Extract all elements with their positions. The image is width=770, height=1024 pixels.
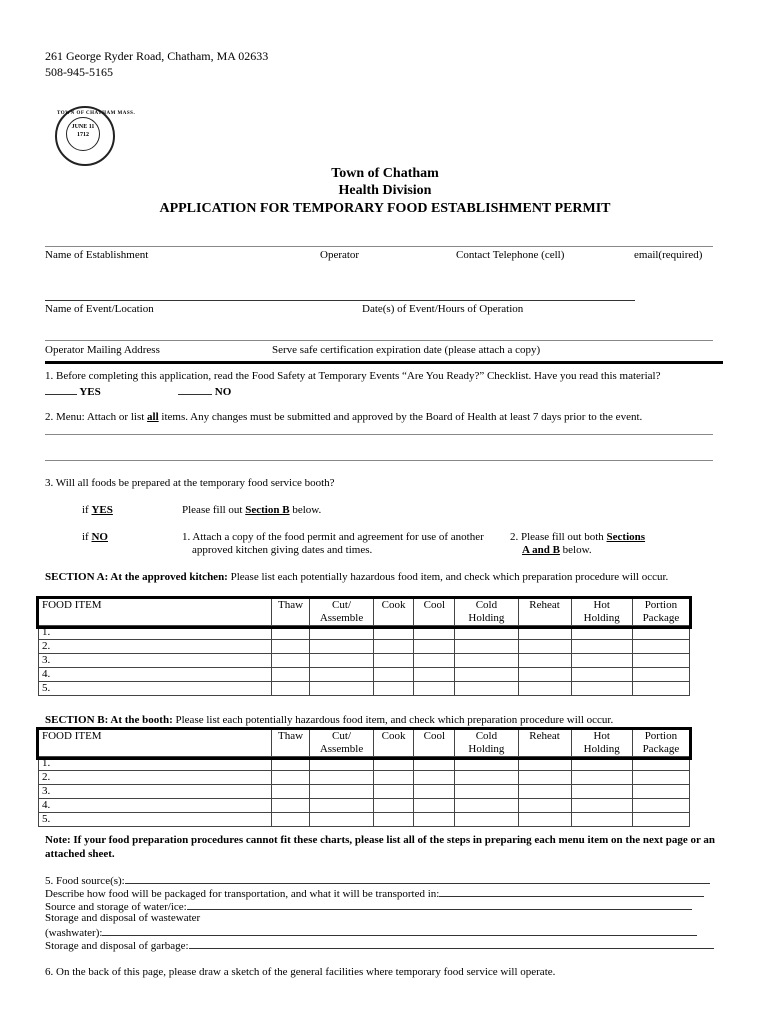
procedure-check-cell[interactable] [632, 640, 689, 654]
procedure-check-cell[interactable] [310, 813, 373, 827]
phone-text: 508-945-5165 [45, 65, 113, 79]
establishment-fill-line[interactable] [45, 246, 713, 247]
q3-yes-instructions [182, 504, 321, 516]
procedure-check-cell[interactable] [373, 799, 414, 813]
q3-text: 3. Will all foods be prepared at the temporary food service booth? [45, 477, 335, 489]
procedure-check-cell[interactable] [414, 813, 455, 827]
q5-water [45, 899, 692, 913]
procedure-check-cell[interactable] [518, 668, 571, 682]
address-text: 261 George Ryder Road, Chatham, MA 02633 [45, 49, 269, 63]
procedure-check-cell[interactable] [271, 799, 310, 813]
procedure-check-cell[interactable] [414, 654, 455, 668]
food-item-cell[interactable]: 5. [39, 813, 272, 827]
town-seal-icon [55, 106, 136, 166]
column-header [373, 730, 414, 757]
q3-if-no-if: if [82, 531, 89, 543]
table-header-row [39, 599, 690, 626]
food-item-cell[interactable]: 4. [39, 799, 272, 813]
column-header [518, 730, 571, 757]
procedure-check-cell[interactable] [373, 654, 414, 668]
q2-text [45, 411, 642, 423]
column-header [373, 599, 414, 626]
procedure-check-cell[interactable] [414, 799, 455, 813]
column-header-line: Cold [475, 599, 498, 611]
procedure-check-cell[interactable] [571, 654, 632, 668]
procedure-check-cell[interactable] [271, 757, 310, 771]
food-item-cell[interactable]: 1. [39, 626, 272, 640]
column-header [310, 599, 373, 626]
table-row [39, 771, 690, 785]
label-operator: Operator [320, 249, 360, 261]
column-header-line: Cool [423, 599, 446, 611]
event-fill-line[interactable] [45, 300, 635, 301]
column-header [571, 730, 632, 757]
procedure-check-cell[interactable] [632, 785, 689, 799]
procedure-check-cell[interactable] [518, 785, 571, 799]
column-header-line: Holding [468, 743, 505, 755]
column-header-line: Package [642, 743, 680, 755]
procedure-check-cell[interactable] [310, 757, 373, 771]
procedure-check-cell[interactable] [455, 757, 518, 771]
seal-year: 1712 [77, 132, 89, 138]
column-header-line: FOOD ITEM [42, 730, 102, 742]
q6-text: 6. On the back of this page, please draw a sketch of the general facilities where temporary food service will operate. [45, 966, 556, 978]
column-header-line: Holding [583, 743, 620, 755]
q3-if-no [82, 531, 108, 543]
procedure-check-cell[interactable] [455, 771, 518, 785]
procedure-check-cell[interactable] [271, 785, 310, 799]
procedure-check-cell[interactable] [571, 799, 632, 813]
form-title: APPLICATION FOR TEMPORARY FOOD ESTABLISHMENT PERMIT [159, 201, 611, 216]
column-header-line: FOOD ITEM [42, 599, 102, 611]
q5-packaged [45, 886, 704, 900]
column-header-line: Portion [644, 599, 678, 611]
column-header-line: Package [642, 612, 680, 624]
section-a-title: SECTION A: At the approved kitchen: [45, 571, 228, 583]
seal-date: JUNE 11 [71, 124, 95, 130]
label-mailing: Operator Mailing Address [45, 344, 160, 356]
column-header-line: Holding [468, 612, 505, 624]
column-header-line: Assemble [319, 612, 364, 624]
column-header-line: Thaw [278, 730, 304, 742]
procedure-check-cell[interactable] [310, 640, 373, 654]
procedure-check-cell[interactable] [632, 799, 689, 813]
procedure-check-cell[interactable] [373, 785, 414, 799]
q2-post: items. Any changes must be submitted and approved by the Board of Health at least 7 days prior to the event. [158, 411, 643, 423]
q5-waste-blank[interactable] [102, 925, 697, 936]
title-town: Town of Chatham [331, 166, 439, 181]
column-header [39, 599, 272, 626]
food-item-cell[interactable]: 1. [39, 757, 272, 771]
procedure-check-cell[interactable] [571, 771, 632, 785]
procedure-check-cell[interactable] [632, 654, 689, 668]
q3-no-instruction-2 [510, 531, 645, 557]
q3-yes-pre: Please fill out [182, 504, 246, 516]
procedure-check-cell[interactable] [455, 799, 518, 813]
q5-garbage [45, 938, 714, 952]
procedure-check-cell[interactable] [632, 626, 689, 640]
procedure-check-cell[interactable] [518, 799, 571, 813]
procedure-check-cell[interactable] [310, 785, 373, 799]
column-header [518, 599, 571, 626]
table-row [39, 799, 690, 813]
column-header-line: Holding [583, 612, 620, 624]
q5-water-label: Source and storage of water/ice: [45, 901, 187, 913]
note-text: Note: If your food preparation procedures cannot fit these charts, please list all of the steps in preparing each menu item on the next page or an attached sheet. [45, 834, 716, 860]
procedure-check-cell[interactable] [571, 626, 632, 640]
food-item-cell[interactable]: 3. [39, 654, 272, 668]
column-header-line: Reheat [529, 599, 560, 611]
menu-line-2[interactable] [45, 460, 713, 461]
procedure-check-cell[interactable] [414, 785, 455, 799]
seal-center [66, 117, 100, 151]
section-b-desc: Please list each potentially hazardous food item, and check which preparation procedure will occur. [172, 714, 614, 726]
q3-if-yes [82, 504, 113, 516]
q5-water-blank[interactable] [187, 899, 692, 910]
q1-yes-label: YES [79, 386, 101, 398]
procedure-check-cell[interactable] [632, 771, 689, 785]
q5-source-blank[interactable] [125, 873, 710, 884]
column-header [414, 599, 455, 626]
column-header [310, 730, 373, 757]
column-header-line: Reheat [529, 730, 560, 742]
q1-no-option[interactable] [178, 384, 231, 398]
procedure-check-cell[interactable] [571, 785, 632, 799]
q3-no-2a: 2. Please fill out both [510, 531, 607, 543]
table-row [39, 813, 690, 827]
table-row [39, 654, 690, 668]
q3-no-label: NO [91, 531, 108, 543]
label-servsafe: Serve safe certification expiration date (please attach a copy) [272, 344, 541, 356]
q3-no-2c: below. [559, 544, 592, 556]
table-row [39, 757, 690, 771]
q1-yes-blank[interactable] [45, 384, 77, 395]
table-header-row [39, 730, 690, 757]
procedure-check-cell[interactable] [271, 654, 310, 668]
procedure-check-cell[interactable] [455, 682, 518, 696]
column-header-line: Hot [593, 599, 610, 611]
procedure-check-cell[interactable] [455, 668, 518, 682]
column-header [414, 730, 455, 757]
procedure-check-cell[interactable] [518, 626, 571, 640]
column-header-line: Portion [644, 730, 678, 742]
procedure-check-cell[interactable] [271, 626, 310, 640]
column-header-line: Cold [475, 730, 498, 742]
procedure-check-cell[interactable] [632, 757, 689, 771]
food-item-cell[interactable]: 3. [39, 785, 272, 799]
column-header [271, 730, 310, 757]
table-row [39, 626, 690, 640]
procedure-check-cell[interactable] [632, 682, 689, 696]
section-b-table [38, 729, 690, 827]
table-row [39, 682, 690, 696]
procedure-check-cell[interactable] [310, 682, 373, 696]
procedure-check-cell[interactable] [455, 626, 518, 640]
procedure-check-cell[interactable] [373, 757, 414, 771]
procedure-check-cell[interactable] [373, 813, 414, 827]
procedure-check-cell[interactable] [271, 813, 310, 827]
label-establishment: Name of Establishment [45, 249, 149, 261]
column-header-line: Thaw [278, 599, 304, 611]
procedure-check-cell[interactable] [414, 640, 455, 654]
label-event: Name of Event/Location [45, 303, 154, 315]
procedure-check-cell[interactable] [310, 626, 373, 640]
procedure-check-cell[interactable] [373, 682, 414, 696]
section-divider [45, 361, 723, 364]
table-row [39, 668, 690, 682]
q3-no-instruction-1 [182, 531, 484, 557]
procedure-check-cell[interactable] [310, 668, 373, 682]
procedure-check-cell[interactable] [455, 813, 518, 827]
procedure-check-cell[interactable] [571, 640, 632, 654]
q2-all: all [147, 411, 159, 423]
procedure-check-cell[interactable] [414, 771, 455, 785]
menu-line-1[interactable] [45, 434, 713, 435]
column-header-line: Assemble [319, 743, 364, 755]
column-header [571, 599, 632, 626]
column-header [455, 599, 518, 626]
procedure-check-cell[interactable] [571, 757, 632, 771]
procedure-check-cell[interactable] [518, 757, 571, 771]
procedure-check-cell[interactable] [271, 640, 310, 654]
title-division: Health Division [338, 183, 432, 198]
q5-waste [45, 925, 697, 939]
label-contact: Contact Telephone (cell) [456, 249, 565, 261]
label-email: email(required) [634, 249, 703, 261]
table-row [39, 785, 690, 799]
column-header-line: Cook [381, 730, 406, 742]
section-a-desc: Please list each potentially hazardous food item, and check which preparation procedure will occur. [227, 571, 669, 583]
table-row [39, 640, 690, 654]
procedure-check-cell[interactable] [518, 813, 571, 827]
procedure-check-cell[interactable] [310, 771, 373, 785]
q3-if-yes-if: if [82, 504, 89, 516]
procedure-check-cell[interactable] [310, 799, 373, 813]
food-item-cell[interactable]: 2. [39, 640, 272, 654]
q1-yes-option[interactable] [45, 384, 101, 398]
column-header-line: Cook [381, 599, 406, 611]
section-a-table [38, 598, 690, 696]
q5-garbage-label: Storage and disposal of garbage: [45, 940, 189, 952]
food-item-cell[interactable]: 4. [39, 668, 272, 682]
q3-yes-label: YES [91, 504, 113, 516]
procedure-check-cell[interactable] [414, 626, 455, 640]
procedure-check-cell[interactable] [518, 771, 571, 785]
procedure-check-cell[interactable] [455, 785, 518, 799]
procedure-check-cell[interactable] [373, 626, 414, 640]
q3-yes-post: below. [289, 504, 322, 516]
column-header [632, 599, 689, 626]
q5-waste-label-2: (washwater): [45, 927, 103, 939]
procedure-check-cell[interactable] [271, 668, 310, 682]
q3-no-2sec: Sections [606, 531, 646, 543]
procedure-check-cell[interactable] [632, 668, 689, 682]
section-a-heading [45, 571, 668, 583]
food-item-cell[interactable]: 5. [39, 682, 272, 696]
q2-pre: 2. Menu: Attach or list [45, 411, 148, 423]
procedure-check-cell[interactable] [518, 654, 571, 668]
column-header-line: Cool [423, 730, 446, 742]
q3-yes-section: Section B [245, 504, 290, 516]
q3-no-1b: approved kitchen giving dates and times. [192, 544, 373, 556]
procedure-check-cell[interactable] [455, 654, 518, 668]
procedure-check-cell[interactable] [455, 640, 518, 654]
procedure-check-cell[interactable] [310, 654, 373, 668]
procedure-check-cell[interactable] [271, 682, 310, 696]
procedure-check-cell[interactable] [571, 682, 632, 696]
procedure-check-cell[interactable] [632, 813, 689, 827]
q5-source-label: 5. Food source(s): [45, 875, 125, 887]
section-b-title: SECTION B: At the booth: [45, 714, 173, 726]
procedure-check-cell[interactable] [571, 813, 632, 827]
q3-no-1a: 1. Attach a copy of the food permit and agreement for use of another [182, 531, 484, 543]
procedure-check-cell[interactable] [373, 640, 414, 654]
q5-packaged-blank[interactable] [439, 886, 704, 897]
q5-garbage-blank[interactable] [189, 938, 714, 949]
column-header [455, 730, 518, 757]
q1-no-blank[interactable] [178, 384, 212, 395]
q5-waste-label-1: Storage and disposal of wastewater [45, 912, 201, 924]
procedure-check-cell[interactable] [414, 668, 455, 682]
procedure-check-cell[interactable] [271, 771, 310, 785]
q1-no-label: NO [214, 386, 232, 398]
procedure-check-cell[interactable] [518, 640, 571, 654]
label-dates: Date(s) of Event/Hours of Operation [362, 303, 524, 315]
q5-source [45, 873, 710, 887]
q5-packaged-label: Describe how food will be packaged for transportation, and what it will be transported in: [45, 888, 440, 900]
mailing-fill-line[interactable] [45, 340, 713, 341]
column-header-line: Cut/ [332, 599, 351, 611]
column-header-line: Cut/ [332, 730, 351, 742]
procedure-check-cell[interactable] [414, 682, 455, 696]
column-header [632, 730, 689, 757]
procedure-check-cell[interactable] [414, 757, 455, 771]
procedure-check-cell[interactable] [571, 668, 632, 682]
column-header [271, 599, 310, 626]
seal-ring-text: TOWN OF CHATHAM MASS. [57, 111, 136, 116]
q1-text: 1. Before completing this application, read the Food Safety at Temporary Events “Are You Ready?” Checklist. Have you read this material? [45, 370, 661, 382]
food-item-cell[interactable]: 2. [39, 771, 272, 785]
address-block [45, 48, 268, 80]
q3-no-2b: A and B [522, 544, 560, 556]
column-header-line: Hot [593, 730, 610, 742]
procedure-check-cell[interactable] [373, 668, 414, 682]
column-header [39, 730, 272, 757]
procedure-check-cell[interactable] [518, 682, 571, 696]
procedure-check-cell[interactable] [373, 771, 414, 785]
section-b-heading [45, 714, 613, 726]
